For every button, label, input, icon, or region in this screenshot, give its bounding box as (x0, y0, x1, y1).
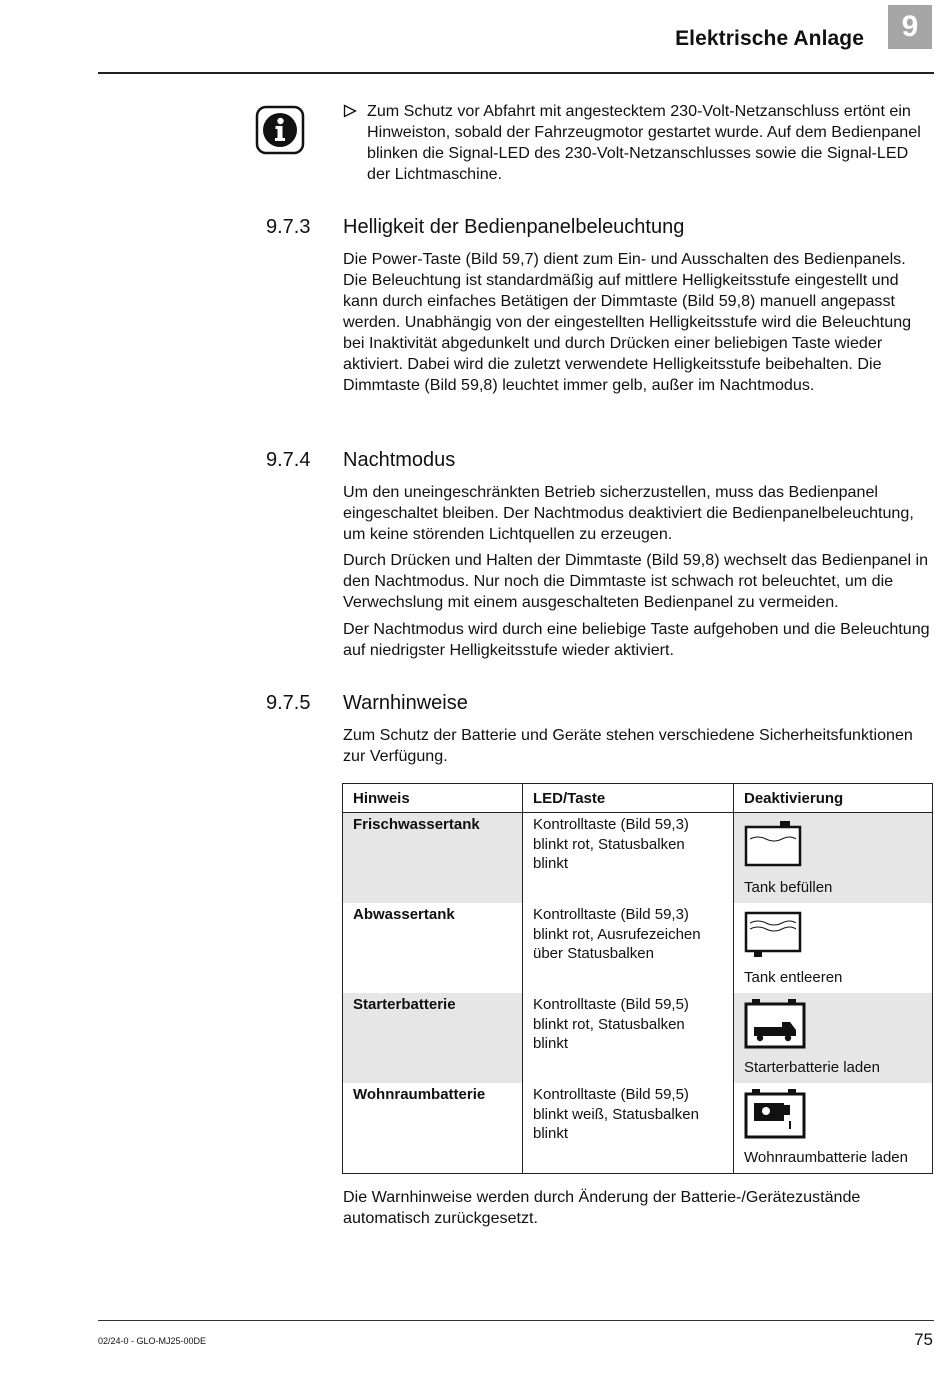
deactivation-cell (734, 993, 933, 1083)
section-number: 9.7.3 (266, 216, 311, 238)
document-code: 02/24-0 - GLO-MJ25-00DE (98, 1336, 207, 1346)
paragraph: Der Nachtmodus wird durch eine beliebige Taste aufgehoben und die Beleuchtung auf niedrigster Helligkeitsstufe wieder aktiviert. (343, 620, 930, 659)
section-number: 9.7.4 (266, 449, 311, 471)
info-icon (255, 105, 305, 155)
led-text-line: Kontrolltaste (Bild 59,5) (533, 996, 689, 1013)
info-note-text: Zum Schutz vor Abfahrt mit angestecktem 230-Volt-Netzanschluss ertönt ein Hinweiston, sobald der Fahrzeugmotor gestartet wurde. Auf dem Bedienpanel blinken die Signal-LED des 230-Volt-Netzanschlusses sowie die Signal-LED der Lichtmaschine. (367, 102, 921, 183)
section-title: Nachtmodus (343, 449, 456, 471)
hinweis-cell: Abwassertank (343, 903, 523, 993)
deactivation-cell (734, 903, 933, 993)
table-row (343, 903, 933, 993)
waste-water-tank-icon (744, 909, 806, 959)
deactivation-label: Tank befüllen (744, 878, 833, 896)
table-row (343, 813, 933, 904)
footer-divider (98, 1320, 934, 1321)
hinweis-cell: Wohnraumbatterie (343, 1083, 523, 1174)
led-text-line: blinkt rot, Statusbalken (533, 1015, 685, 1033)
led-cell (523, 813, 734, 904)
led-text-line: blinkt (533, 855, 569, 872)
section-title: Warnhinweise (343, 692, 468, 714)
living-battery-icon (744, 1089, 806, 1139)
chapter-title: Elektrische Anlage (675, 27, 864, 50)
column-header: Hinweis (343, 784, 523, 813)
section-number: 9.7.5 (266, 692, 311, 714)
paragraph: Die Power-Taste (Bild 59,7) dient zum Ein- und Ausschalten des Bedienpanels. Die Beleuchtung ist standardmäßig auf mittlere Helligkeitsstufe eingestellt und kann durch einfaches Betätigen der Dimmtaste (Bild 59,8) manuell angepasst werden. Unabhängig von der eingestellten Helligkeitsstufe wird die Beleuchtung bei Inaktivität abgedunkelt und durch Drücken einer beliebigen Taste wieder aktiviert. Dabei wird die zuletzt verwendete Helligkeitsstufe beibehalten. Die Dimmtaste (Bild 59,8) leuchtet immer gelb, außer im Nachtmodus. (343, 250, 912, 394)
deactivation-label: Starterbatterie laden (744, 1058, 880, 1076)
header-divider (98, 72, 934, 74)
fresh-water-tank-icon (744, 819, 806, 869)
info-note (343, 101, 935, 185)
page-number: 75 (914, 1330, 933, 1349)
table-row (343, 1083, 933, 1174)
led-cell (523, 993, 734, 1083)
led-text-line: Kontrolltaste (Bild 59,3) (533, 816, 689, 833)
closing-paragraph: Die Warnhinweise werden durch Änderung der Batterie-/Gerätezustände automatisch zurückgesetzt. (343, 1188, 861, 1227)
warnings-table (342, 783, 933, 1174)
led-text-line: blinkt weiß, Statusbalken (533, 1105, 699, 1123)
led-text-line: blinkt (533, 1035, 569, 1052)
led-text-line: blinkt (533, 1125, 569, 1142)
deactivation-cell (734, 813, 933, 904)
led-text-line: Kontrolltaste (Bild 59,5) (533, 1086, 689, 1103)
led-cell (523, 903, 734, 993)
column-header: LED/Taste (523, 784, 734, 813)
deactivation-label: Tank entleeren (744, 968, 843, 986)
led-text-line: über Statusbalken (533, 945, 654, 962)
hinweis-cell: Frischwassertank (343, 813, 523, 904)
paragraph: Um den uneingeschränkten Betrieb sicherzustellen, muss das Bedienpanel eingeschaltet bleiben. Der Nachtmodus deaktiviert die Bedienpanelbeleuchtung, um keine störenden Lichtquellen zu erzeugen. (343, 483, 914, 543)
led-text-line: blinkt rot, Ausrufezeichen (533, 925, 701, 943)
triangle-bullet-icon (343, 104, 357, 118)
led-text-line: Kontrolltaste (Bild 59,3) (533, 906, 689, 923)
section-title: Helligkeit der Bedienpanelbeleuchtung (343, 216, 685, 238)
deactivation-cell (734, 1083, 933, 1174)
table-row (343, 993, 933, 1083)
table-header-row (343, 784, 933, 813)
hinweis-cell: Starterbatterie (343, 993, 523, 1083)
chapter-number-badge: 9 (888, 5, 932, 49)
starter-battery-icon (744, 999, 806, 1049)
paragraph: Zum Schutz der Batterie und Geräte stehen verschiedene Sicherheitsfunktionen zur Verfügung. (343, 726, 913, 765)
paragraph: Durch Drücken und Halten der Dimmtaste (Bild 59,8) wechselt das Bedienpanel in den Nachtmodus. Nur noch die Dimmtaste ist schwach rot beleuchtet, um die Verwechslung mit einem ausgeschalteten Bedienpanel zu vermeiden. (343, 551, 929, 611)
led-cell (523, 1083, 734, 1174)
deactivation-label: Wohnraumbatterie laden (744, 1148, 908, 1166)
led-text-line: blinkt rot, Statusbalken (533, 835, 685, 853)
column-header: Deaktivierung (734, 784, 933, 813)
